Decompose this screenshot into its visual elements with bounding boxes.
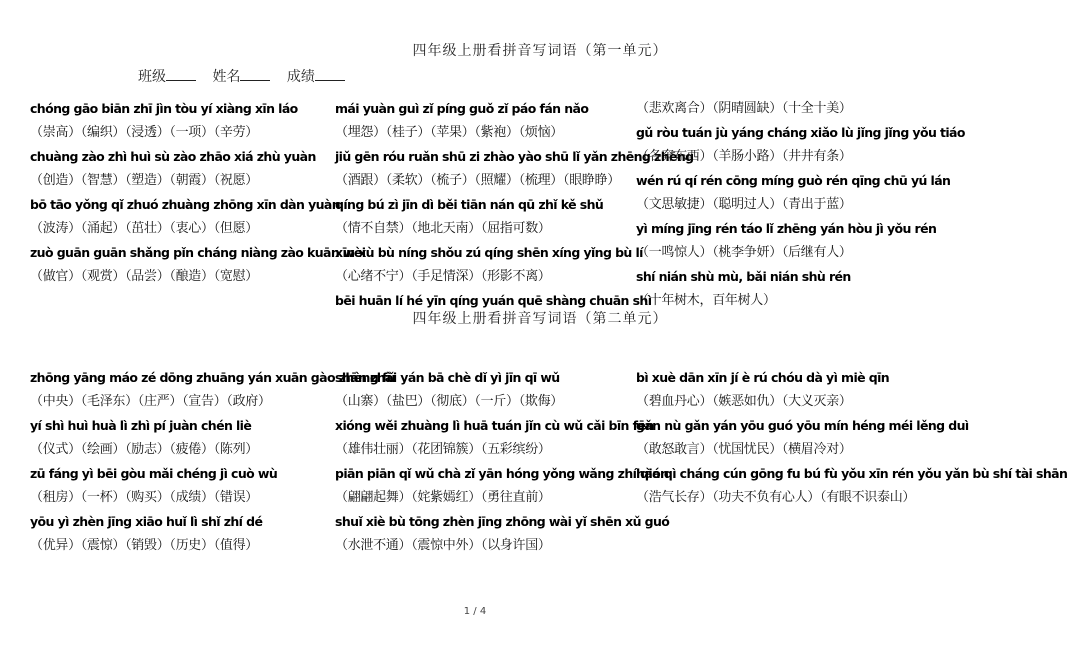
pinyin-line: gǔ ròu tuán jù yáng cháng xiǎo lù jǐng jǐng yǒu tiáo (636, 125, 965, 140)
answer-line: （情不自禁）（地北天南）（屈指可数） (335, 221, 551, 236)
pinyin-line: shān zhài yán bā chè dǐ yì jīn qī wǔ (335, 370, 560, 385)
pinyin-line: chuàng zào zhì huì sù zào zhāo xiá zhù yuàn (30, 149, 316, 164)
page-title-unit-1: 四年级上册看拼音写词语（第一单元） (412, 43, 668, 59)
pinyin-line: zhōng yāng máo zé dōng zhuāng yán xuān gào zhèng fǔ (30, 370, 396, 385)
answer-line: （仪式）（绘画）（励志）（疲倦）（陈列） (30, 442, 259, 457)
pinyin-line: jiǔ gēn róu ruǎn shū zi zhào yào shū lǐ yǎn zhēng zhēng (335, 149, 694, 164)
page-number: 1 / 4 (463, 606, 487, 617)
answer-line: （山寨）（盐巴）（彻底）（一斤）（欺侮） (335, 394, 564, 409)
pinyin-line: zuò guān guān shǎng pǐn cháng niàng zào kuān wèi (30, 245, 366, 260)
unit-2-column-2 (335, 366, 670, 558)
answer-line: （文思敏捷）（聪明过人）（青出于蓝） (636, 197, 852, 212)
pinyin-line: bì xuè dān xīn jí è rú chóu dà yì miè qīn (636, 370, 890, 385)
pinyin-line: xīn xù bù níng shǒu zú qíng shēn xíng yǐng bù lí (335, 245, 643, 260)
unit-2-column-3 (636, 366, 1067, 510)
unit-1-column-1 (30, 97, 366, 289)
pinyin-line: xióng wěi zhuàng lì huā tuán jǐn cù wǔ cǎi bīn fēn (335, 418, 654, 433)
answer-line: （创造）（智慧）（塑造）（朝霞）（祝愿） (30, 173, 259, 188)
pinyin-line: gǎn nù gǎn yán yōu guó yōu mín héng méi lěng duì (636, 418, 969, 433)
name-blank (240, 67, 270, 81)
answer-line: （心绪不宁）（手足情深）（形影不离） (335, 269, 551, 284)
answer-line: （敢怒敢言）（忧国忧民）（横眉冷对） (636, 442, 852, 457)
unit-1-column-3 (636, 97, 965, 313)
answer-line: （租房）（一杯）（购买）（成绩）（错误） (30, 490, 259, 505)
pinyin-line: mái yuàn guì zǐ píng guǒ zǐ páo fán nǎo (335, 101, 589, 116)
name-label: 姓名 (212, 69, 241, 85)
answer-line: （悲欢离合）（阴晴圆缺）（十全十美） (636, 101, 852, 116)
answer-line: （中央）（毛泽东）（庄严）（宣告）（政府） (30, 394, 271, 409)
student-info-row (138, 66, 357, 86)
pinyin-line: bō tāo yǒng qǐ zhuó zhuàng zhōng xīn dàn yuàn (30, 197, 341, 212)
answer-line: （崇高）（编织）（浸透）（一项）（辛劳） (30, 125, 259, 140)
answer-line: （酒跟）（柔软）（梳子）（照耀）（梳理）（眼睁睁） (335, 173, 621, 188)
class-label: 班级 (138, 69, 166, 85)
answer-line: （做官）（观赏）（品尝）（酿造）（宽慰） (30, 269, 259, 284)
score-label: 成绩 (286, 69, 315, 85)
pinyin-line: hào qì cháng cún gōng fu bú fù yǒu xīn rén yǒu yǎn bù shí tài shān (636, 466, 1067, 481)
pinyin-line: shí nián shù mù, bǎi nián shù rén (636, 269, 851, 284)
class-blank (166, 67, 196, 81)
pinyin-line: qíng bú zì jīn dì běi tiān nán qū zhǐ kě shǔ (335, 197, 604, 212)
answer-line: （雄伟壮丽）（花团锦簇）（五彩缤纷） (335, 442, 551, 457)
pinyin-line: shuǐ xiè bù tōng zhèn jīng zhōng wài yǐ shēn xǔ guó (335, 514, 670, 529)
pinyin-line: wén rú qí rén cōng míng guò rén qīng chū yú lán (636, 173, 951, 188)
answer-line: （波涛）（涌起）（茁壮）（衷心）（但愿） (30, 221, 259, 236)
pinyin-line: piān piān qǐ wǔ chà zǐ yān hóng yǒng wǎng zhí qián (335, 466, 669, 481)
answer-line: （各奔东西）（羊肠小路）（井井有条） (636, 149, 852, 164)
unit-2-column-1 (30, 366, 396, 558)
pinyin-line: bēi huān lí hé yīn qíng yuán quē shàng chuān shì (335, 293, 652, 308)
answer-line: （埋怨）（桂子）（苹果）（紫袍）（烦恼） (335, 125, 564, 140)
answer-line: （浩气长存）（功夫不负有心人）（有眼不识泰山） (636, 490, 916, 505)
answer-line: （碧血丹心）（嫉恶如仇）（大义灭亲） (636, 394, 852, 409)
answer-line: （一鸣惊人）（桃李争妍）（后继有人） (636, 245, 852, 260)
page-title-unit-2: 四年级上册看拼音写词语（第二单元） (412, 311, 668, 327)
pinyin-line: yōu yì zhèn jīng xiāo huǐ lì shǐ zhí dé (30, 514, 263, 529)
pinyin-line: chóng gāo biān zhī jìn tòu yí xiàng xīn láo (30, 101, 298, 116)
pinyin-line: yí shì huì huà lì zhì pí juàn chén liè (30, 418, 252, 433)
answer-line: （水泄不通）（震惊中外）（以身许国） (335, 538, 551, 553)
answer-line: （十年树木，百年树人） (636, 293, 776, 308)
answer-line: （翩翩起舞）（姹紫嫣红）（勇往直前） (335, 490, 551, 505)
pinyin-line: yì míng jīng rén táo lǐ zhēng yán hòu jì yǒu rén (636, 221, 937, 236)
answer-line: （优异）（震惊）（销毁）（历史）（值得） (30, 538, 259, 553)
pinyin-line: zū fáng yì bēi gòu mǎi chéng jì cuò wù (30, 466, 278, 481)
score-blank (315, 67, 345, 81)
unit-1-column-2 (335, 97, 694, 313)
